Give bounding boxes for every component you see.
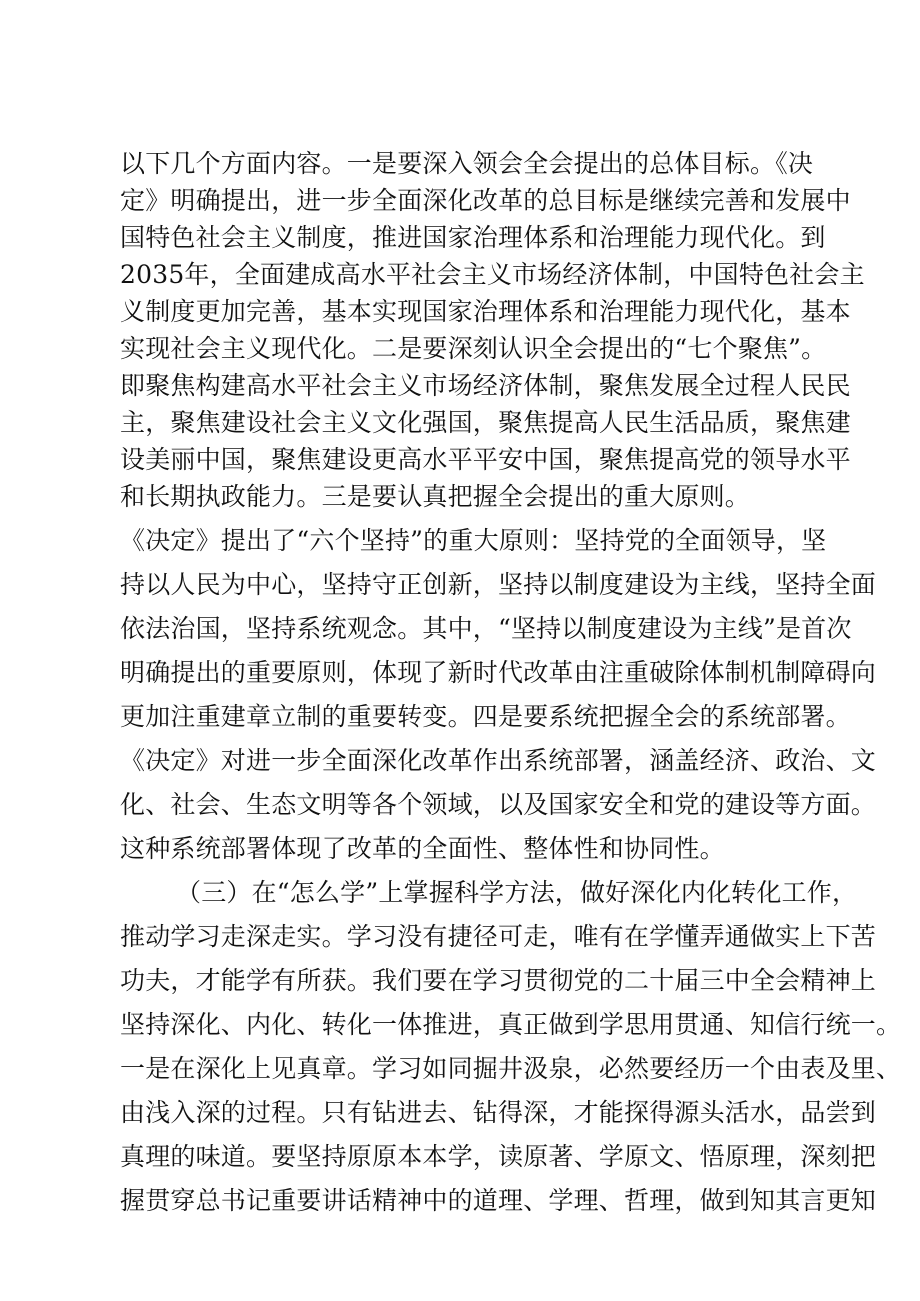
text-line: 义制度更加完善，基本实现国家治理体系和治理能力现代化，基本 bbox=[120, 297, 851, 326]
text-line: 一是在深化上见真章。学习如同掘井汲泉，必然要经历一个由表及里、 bbox=[120, 1054, 902, 1083]
text-line: 以下几个方面内容。一是要深入领会全会提出的总体目标。《决 bbox=[120, 149, 814, 178]
text-line: 由浅入深的过程。只有钻进去、钻得深，才能探得源头活水，品尝到 bbox=[120, 1098, 877, 1127]
text-line: 实现社会主义现代化。二是要深刻认识全会提出的“七个聚焦”。 bbox=[120, 334, 827, 363]
text-line: 《决定》提出了“六个坚持”的重大原则：坚持党的全面领导，坚 bbox=[120, 526, 827, 555]
text-line: 主，聚焦建设社会主义文化强国，聚焦提高人民生活品质，聚焦建 bbox=[120, 408, 851, 437]
text-line: 更加注重建章立制的重要转变。四是要系统把握全会的系统部署。 bbox=[120, 702, 851, 731]
text-line: 握贯穿总书记重要讲话精神中的道理、学理、哲理，做到知其言更知 bbox=[120, 1186, 877, 1215]
text-line: 化、社会、生态文明等各个领域，以及国家安全和党的建设等方面。 bbox=[120, 790, 877, 819]
text-line: 坚持深化、内化、转化一体推进，真正做到学思用贯通、知信行统一。 bbox=[120, 1010, 902, 1039]
text-line: 《决定》对进一步全面深化改革作出系统部署，涵盖经济、政治、文 bbox=[120, 746, 877, 775]
text-line: 这种系统部署体现了改革的全面性、整体性和协同性。 bbox=[120, 834, 725, 863]
text-line: 定》明确提出，进一步全面深化改革的总目标是继续完善和发展中 bbox=[120, 186, 851, 215]
text-line: 推动学习走深走实。学习没有捷径可走，唯有在学懂弄通做实上下苦 bbox=[120, 922, 877, 951]
text-line: 依法治国，坚持系统观念。其中，“坚持以制度建设为主线”是首次 bbox=[120, 614, 852, 643]
text-line: 功夫，才能学有所获。我们要在学习贯彻党的二十届三中全会精神上 bbox=[120, 966, 877, 995]
section-heading-line: （三）在“怎么学”上掌握科学方法，做好深化内化转化工作， bbox=[176, 878, 858, 907]
text-line: 即聚焦构建高水平社会主义市场经济体制，聚焦发展全过程人民民 bbox=[120, 371, 851, 400]
text-line: 2035年，全面建成高水平社会主义市场经济体制，中国特色社会主 bbox=[120, 260, 865, 289]
text-line: 明确提出的重要原则，体现了新时代改革由注重破除体制机制障碍向 bbox=[120, 658, 877, 687]
text-line: 设美丽中国，聚焦建设更高水平平安中国，聚焦提高党的领导水平 bbox=[120, 445, 851, 474]
text-line: 和长期执政能力。三是要认真把握全会提出的重大原则。 bbox=[120, 482, 751, 511]
text-line: 国特色社会主义制度，推进国家治理体系和治理能力现代化。到 bbox=[120, 223, 826, 252]
text-line: 持以人民为中心，坚持守正创新，坚持以制度建设为主线，坚持全面 bbox=[120, 570, 877, 599]
text-line: 真理的味道。要坚持原原本本学，读原著、学原文、悟原理，深刻把 bbox=[120, 1142, 877, 1171]
